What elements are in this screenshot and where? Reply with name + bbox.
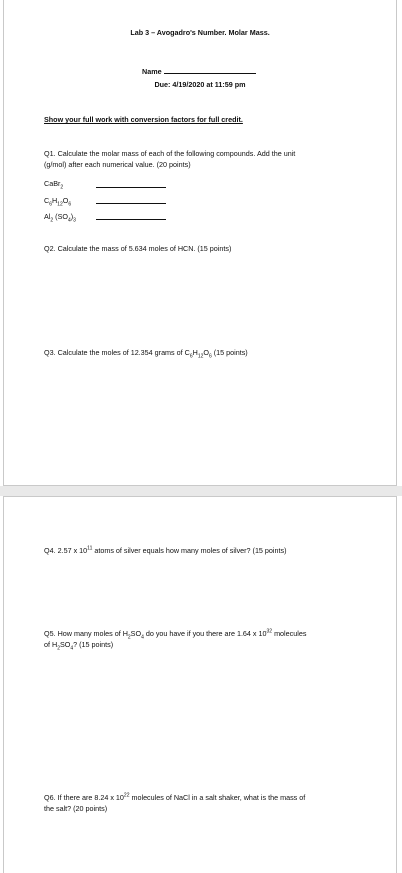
name-field [142, 66, 256, 76]
q6-line1: Q6. If there are 8.24 x $10^{22}$ molecules of NaCl in a salt shaker, what is the mass of [44, 792, 306, 802]
q5-line1: Q5. How many moles of $H_2SO_4$ do you have if you there are 1.64 x $10^{32}$ molecules [44, 628, 307, 641]
lab-title: Lab 3 – Avogadro's Number. Molar Mass. [130, 28, 270, 37]
document-page-1 [3, 0, 397, 486]
q3-text: Q3. Calculate the moles of 12.354 grams of $C_6H_{12}O_6$ (15 points) [44, 348, 248, 360]
instruction-text: Show your full work with conversion factors for full credit. [44, 115, 243, 124]
q5-line2: of $H_2SO_4$? (15 points) [44, 640, 114, 652]
document-page-2 [3, 496, 397, 873]
compound-al2so43: $Al_2$ $(SO_4)_3$ [44, 212, 76, 224]
page-gap [0, 486, 402, 496]
compound-cabr2: CaBr$_2$ [44, 179, 64, 191]
answer-line-1 [96, 187, 166, 188]
answer-line-2 [96, 203, 166, 204]
compound-glucose: $C_6H_{12}O_6$ [44, 196, 72, 208]
q1-line2: (g/mol) after each numerical value. (20 points) [44, 160, 191, 169]
q2-text: Q2. Calculate the mass of 5.634 moles of HCN. (15 points) [44, 244, 232, 253]
q6-line2: the salt? (20 points) [44, 804, 108, 813]
name-label: Name [142, 67, 162, 76]
q4-text: Q4. 2.57 x $10^{11}$ atoms of silver equals how many moles of silver? (15 points) [44, 545, 287, 555]
due-date: Due: 4/19/2020 at 11:59 pm [154, 80, 246, 89]
name-blank-line [164, 66, 256, 74]
q1-line1: Q1. Calculate the molar mass of each of the following compounds. Add the unit [44, 149, 296, 158]
answer-line-3 [96, 219, 166, 220]
